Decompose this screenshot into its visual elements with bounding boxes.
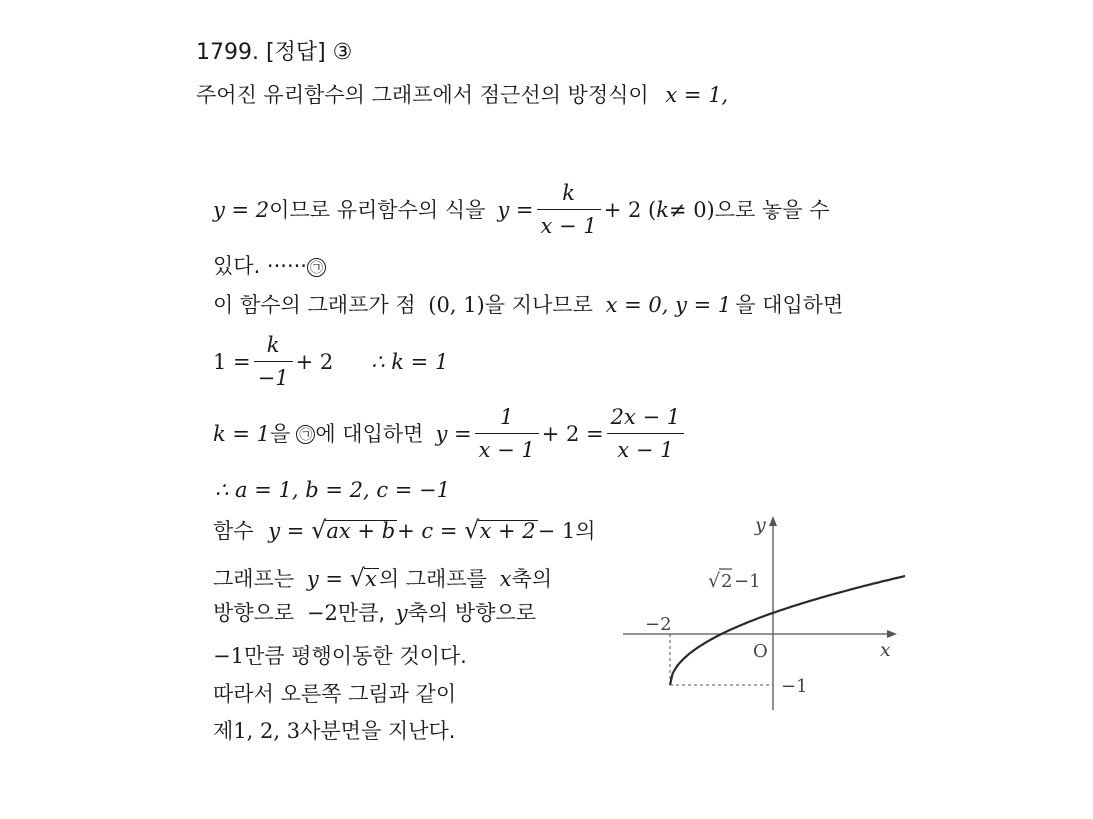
sqrt-function-line: 함수 y = √ax + b+ c = √x + 2− 1의 (213, 516, 596, 544)
fraction-k-over-x-minus-1: $\frac{k}{x - 1}$ (537, 183, 601, 237)
sqrt-function-graph (615, 510, 905, 715)
fraction-k-over-minus-1: $\frac{k}{-1}$ (254, 335, 293, 389)
circled-mark: ㉠ (296, 425, 315, 444)
origin-label: O (753, 641, 768, 662)
y-axis-label: y (755, 514, 766, 536)
line-3: 이 함수의 그래프가 점 (0, 1)을 지나므로 x = 0, y = 1 을 대입하면 (213, 293, 844, 317)
answer-label: [정답] (265, 40, 326, 65)
y-intercept-radical: √ (708, 570, 721, 592)
line-8: 그래프는 y = √x의 그래프를 x축의 (213, 564, 553, 592)
line-11: 따라서 오른쪽 그림과 같이 (213, 682, 457, 706)
line-2: 있다. ······ ㉠ (213, 256, 326, 277)
result-abc: ∴ a = 1, b = 2, c = −1 (215, 478, 450, 502)
fraction-1-over-x-minus-1: $\frac{1}{x - 1}$ (475, 407, 539, 461)
problem-header (196, 42, 352, 64)
answer-choice: ③ (332, 40, 353, 65)
fraction-2x-minus-1-over-x-minus-1: $\frac{2x - 1}{x - 1}$ (607, 407, 685, 461)
y-axis-arrow (769, 516, 777, 526)
line-12: 제1, 2, 3사분면을 지난다. (213, 719, 456, 743)
substitution-line: k = 1 을 ㉠ 에 대입하면 y = $\frac{1}{x - 1}$ + 2 = $\frac{2x - 1}{x - 1}$ (213, 404, 687, 464)
x-axis-arrow (887, 630, 897, 638)
intro-line: 주어진 유리함수의 그래프에서 점근선의 방정식이 x = 1, (196, 83, 729, 107)
line-9: 방향으로 −2만큼, y축의 방향으로 (213, 601, 537, 625)
sqrt-curve (670, 560, 905, 685)
rational-function-line: y = 2 이므로 유리함수의 식을 y = $\frac{k}{x - 1}$ + 2 ( k ≠ 0) 으로 놓을 수 (213, 181, 830, 238)
problem-number: 1799. (196, 40, 259, 65)
radical-sign: √ (311, 516, 327, 544)
radical-sign: √ (349, 564, 365, 592)
circled-mark: ㉠ (307, 258, 326, 277)
y-minus1-label: −1 (781, 676, 808, 697)
line-10: −1만큼 평행이동한 것이다. (213, 644, 467, 668)
y-intercept-rest: −1 (734, 571, 761, 592)
radical-sign: √ (464, 516, 480, 544)
equation-line-k: 1 = $\frac{k}{-1}$ + 2 ∴ k = 1 (213, 333, 449, 390)
y-intercept-radicand: 2 (721, 571, 733, 592)
x-axis-label: x (880, 639, 891, 661)
x-intercept-minus2-label: −2 (645, 614, 672, 635)
